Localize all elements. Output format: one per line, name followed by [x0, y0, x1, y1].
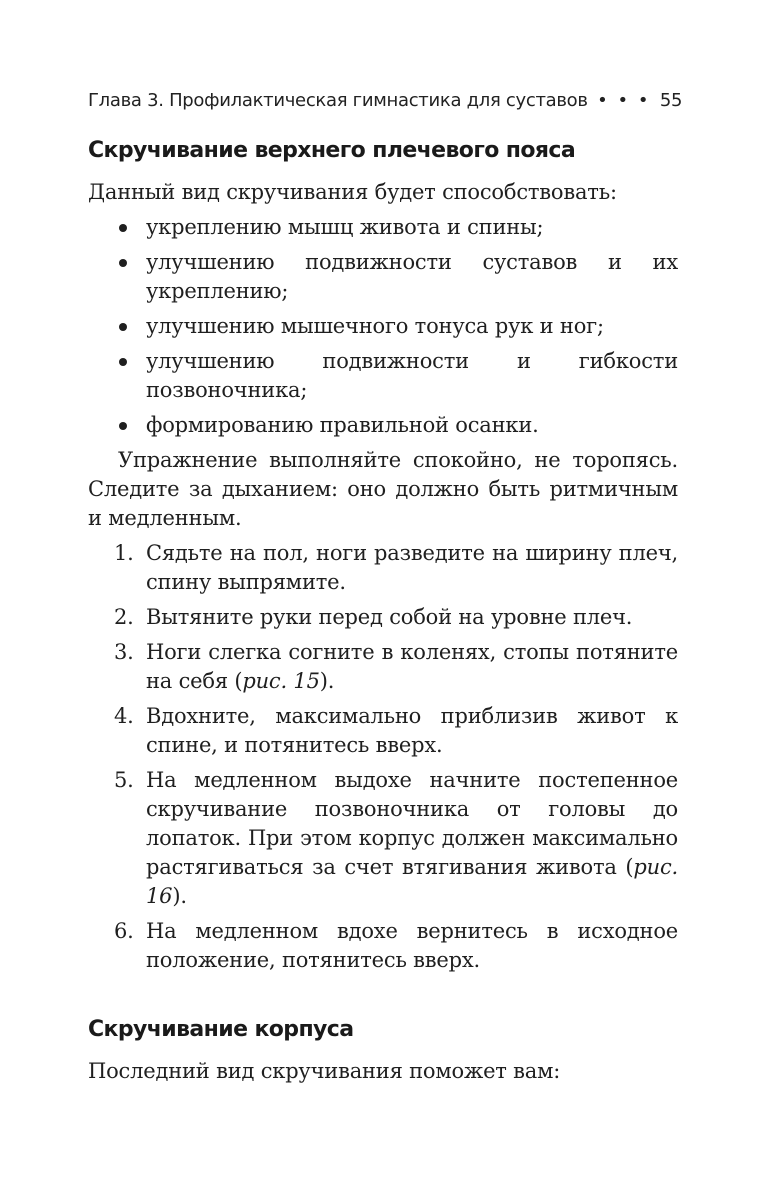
step-text: Сядьте на пол, ноги разведите на ширину плеч, спину выпрямите. — [146, 541, 678, 594]
book-page — [88, 86, 683, 1086]
figure-reference: рис. 15 — [242, 669, 320, 693]
list-item: улучшению подвижности и гибкости позвоночника; — [88, 347, 678, 405]
figure-reference: рис. 16 — [146, 855, 678, 908]
section-heading: Скручивание верхнего плечевого пояса — [88, 138, 576, 163]
step-text: Вытяните руки перед собой на уровне плеч. — [146, 605, 633, 629]
step-number: 5. — [114, 768, 134, 792]
intro-text: Последний вид скручивания поможет вам: — [88, 1059, 561, 1083]
list-item: улучшению мышечного тонуса рук и ног; — [88, 312, 678, 341]
instruction-paragraph: Упражнение выполняйте спокойно, не торопясь. Следите за дыханием: оно должно быть ритмичным и медленным. — [88, 448, 678, 530]
step-item — [88, 702, 678, 760]
step-text: Ноги слегка согните в коленях, стопы потяните на себя ( — [146, 640, 678, 693]
step-text-end: ). — [172, 884, 187, 908]
steps-list — [88, 539, 678, 975]
step-text: На медленном вдохе вернитесь в исходное положение, потянитесь вверх. — [146, 919, 678, 972]
step-text: Вдохните, максимально приблизив живот к спине, и потянитесь вверх. — [146, 704, 678, 757]
step-number: 1. — [114, 541, 134, 565]
step-item — [88, 539, 678, 597]
header-dots: • • • — [597, 90, 651, 111]
section-heading: Скручивание корпуса — [88, 1017, 354, 1042]
step-text-end: ). — [319, 669, 335, 693]
page-number: 55 — [659, 90, 683, 111]
intro-text: Данный вид скручивания будет способствовать: — [88, 180, 617, 204]
step-item — [88, 766, 678, 911]
step-number: 2. — [114, 605, 134, 629]
chapter-title: Глава 3. Профилактическая гимнастика для суставов — [88, 90, 588, 111]
step-number: 3. — [114, 640, 134, 664]
list-item: улучшению подвижности суставов и их укреплению; — [88, 248, 678, 306]
list-item: укреплению мышц живота и спины; — [88, 213, 678, 242]
step-item — [88, 603, 678, 632]
step-item — [88, 917, 678, 975]
step-number: 4. — [114, 704, 134, 728]
running-header — [88, 86, 683, 116]
step-number: 6. — [114, 919, 134, 943]
step-text: На медленном выдохе начните постепенное скручивание позвоночника от головы до лопаток. При этом корпус должен максимально растягиваться за счет втягивания живота ( — [146, 768, 678, 879]
benefits-list — [88, 213, 678, 440]
step-item — [88, 638, 678, 696]
list-item: формированию правильной осанки. — [88, 411, 678, 440]
